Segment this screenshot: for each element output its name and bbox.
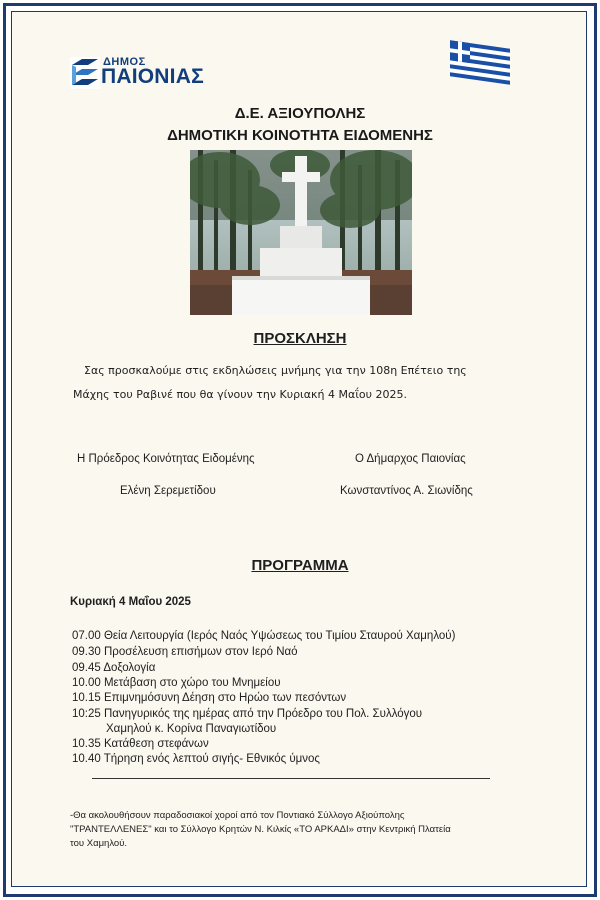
program-item: 10.35 Κατάθεση στεφάνων <box>72 738 209 750</box>
invitation-text-line-2: Μάχης του Ραβινέ που θα γίνουν την Κυριακή 4 Μαΐου 2025. <box>73 388 408 401</box>
note-line-3: του Χαμηλού. <box>70 838 128 849</box>
program-title: ΠΡΟΓΡΑΜΜΑ <box>251 557 349 574</box>
invitation-text-line-1: Σας προσκαλούμε στις εκδηλώσεις μνήμης για την 108η Επέτειο της <box>84 364 467 377</box>
header-line-2: ΔΗΜΟΤΙΚΗ ΚΟΙΝΟΤΗΤΑ ΕΙΔΟΜΕΝΗΣ <box>167 127 433 144</box>
logo-big-text: ΠΑΙΟΝΙΑΣ <box>101 65 204 88</box>
signature-left-role: Η Πρόεδρος Κοινότητας Ειδομένης <box>77 453 255 465</box>
program-item: 09.30 Προσέλευση επισήμων στον Ιερό Ναό <box>72 646 298 658</box>
greek-flag-icon <box>448 40 512 86</box>
note-line-2: "ΤΡΑΝΤΕΛΛΕΝΕΣ" και το Σύλλογο Κρητών Ν. Κιλκίς «ΤΟ ΑΡΚΑΔΙ» στην Κεντρική Πλατεία <box>70 824 451 835</box>
divider-line <box>92 778 490 779</box>
program-item: 10:25 Πανηγυρικός της ημέρας από την Πρόεδρο του Πολ. Συλλόγου <box>72 708 423 720</box>
program-item: 10.40 Τήρηση ενός λεπτού σιγής- Εθνικός ύμνος <box>72 753 320 765</box>
note-line-1: -Θα ακολουθήσουν παραδοσιακοί χοροί από τον Ποντιακό Σύλλογο Αξιούπολης <box>70 810 405 821</box>
program-item: 10.00 Μετάβαση στο χώρο του Μνημείου <box>72 677 281 689</box>
signature-right-role: Ο Δήμαρχος Παιονίας <box>355 453 466 465</box>
program-item-continuation: Χαμηλού κ. Κορίνα Παναγιωτίδου <box>106 723 277 735</box>
memorial-cross-photo <box>190 150 412 315</box>
program-item: 10.15 Επιμνημόσυνη Δέηση στο Ηρώο των πεσόντων <box>72 692 347 704</box>
program-item: 09.45 Δοξολογία <box>72 662 156 674</box>
municipality-logo <box>70 55 230 95</box>
invitation-title: ΠΡΟΣΚΛΗΣΗ <box>253 330 347 347</box>
header-line-1: Δ.Ε. ΑΞΙΟΥΠΟΛΗΣ <box>234 105 366 122</box>
logo-small-text: ΔΗΜΟΣ <box>103 56 146 68</box>
signature-right-name: Κωνσταντίνος Α. Σιωνίδης <box>340 485 473 497</box>
program-item: 07.00 Θεία Λειτουργία (Ιερός Ναός Υψώσεως του Τιμίου Σταυρού Χαμηλού) <box>72 630 456 642</box>
program-date: Κυριακή 4 Μαΐου 2025 <box>70 596 191 608</box>
logo-mark-icon <box>70 57 100 89</box>
signature-left-name: Ελένη Σερεμετίδου <box>120 485 216 497</box>
